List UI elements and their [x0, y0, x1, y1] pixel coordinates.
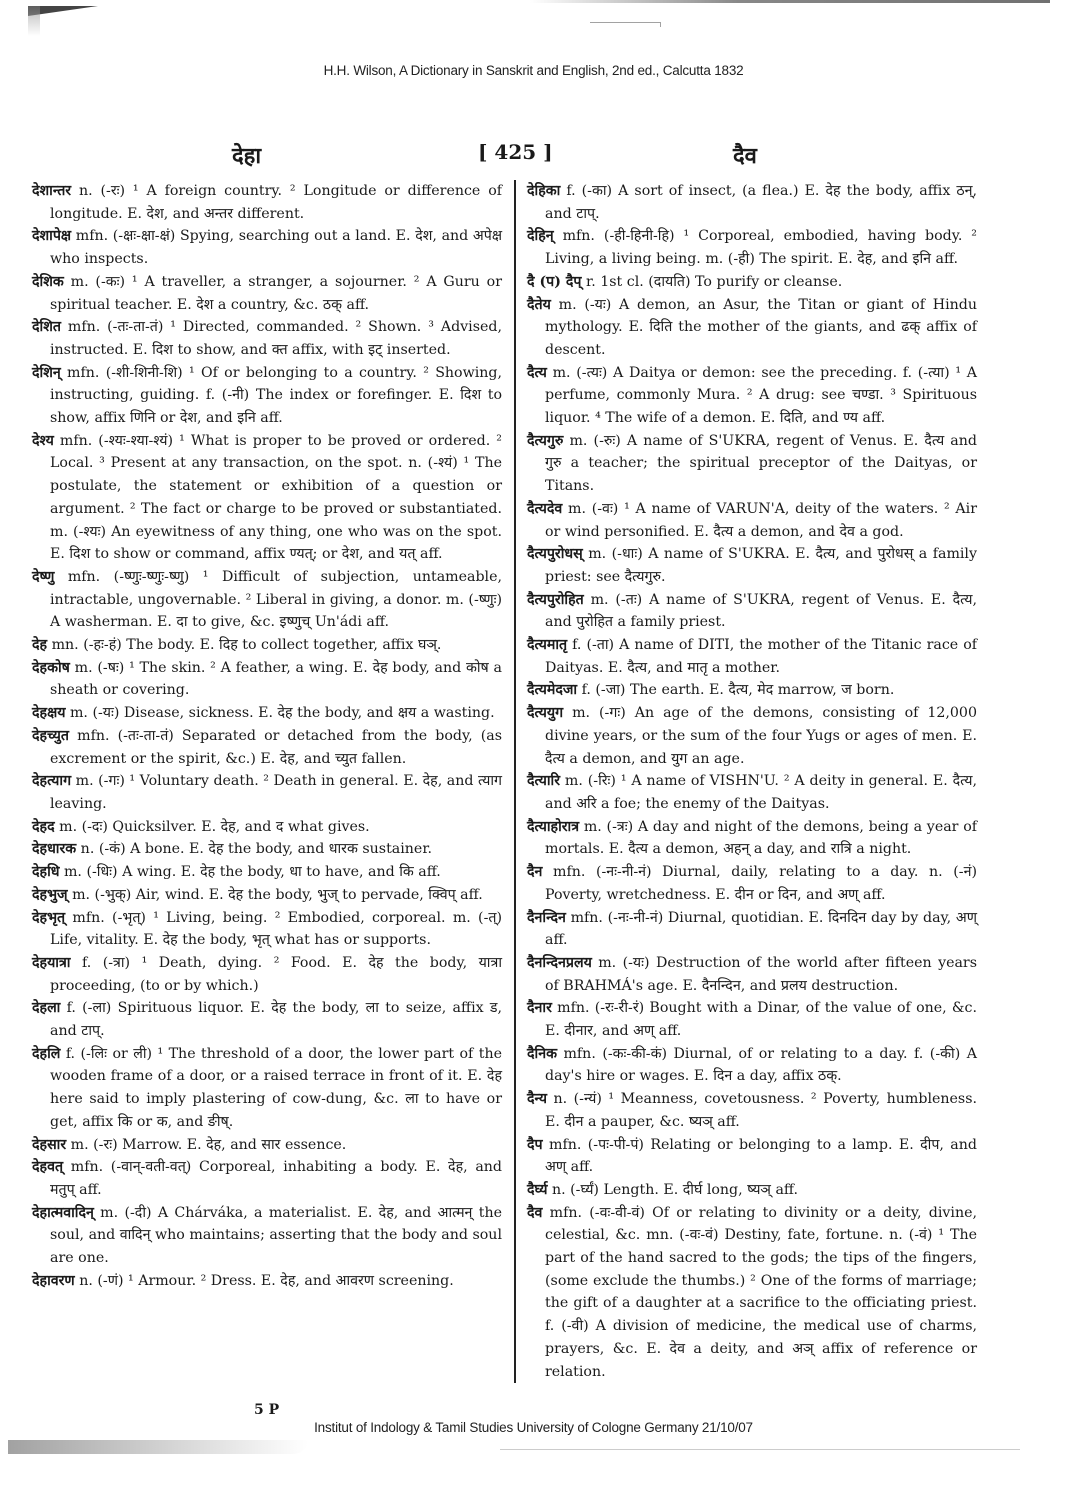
entry-headword: देहयात्रा [32, 954, 71, 971]
dictionary-entry [527, 634, 977, 679]
entry-headword: दैप [527, 1136, 543, 1153]
entry-headword: दैतेय [527, 296, 551, 313]
entry-definition: mfn. (-तः-ता-तं) Separated or detached from the body, (as excrement or the spirit, &c.) E. देह, and च्युत fallen. [50, 727, 502, 767]
right-column [527, 180, 977, 1383]
dictionary-entry [527, 362, 977, 430]
entry-headword: दैत्यमेदजा [527, 682, 578, 699]
entry-definition: mfn. (-कः-की-कं) Diurnal, of or relating to a day. f. (-की) A day's hire or wages. E. दिन a day, affix ठक्. [545, 1045, 977, 1085]
entry-headword: देहभृत् [32, 909, 66, 926]
dictionary-entry [32, 362, 502, 430]
entry-definition: m. (-वः) ¹ A name of VARUN'A, deity of the waters. ² Air or wind personified. E. दैत्य a demon, and देव a god. [545, 500, 977, 540]
entry-definition: m. (-धिः) A wing. E. देह the body, धा to have, and कि aff. [59, 864, 441, 881]
entry-definition: m. (-दी) A Chárváka, a materialist. E. देह, and आत्मन् the soul, and वादिन् who maintains; asserting that the body and soul are one. [50, 1204, 502, 1267]
dictionary-entry [527, 1202, 977, 1384]
running-head-left: देहा [232, 143, 262, 169]
entry-headword: देहात्मवादिन् [32, 1204, 94, 1221]
dictionary-entry [527, 952, 977, 997]
dictionary-entry [32, 1043, 502, 1134]
scan-footer: Institut of Indology & Tamil Studies University of Cologne Germany 21/10/07 [314, 1420, 753, 1435]
entry-headword: दैत्यपुरोधस् [527, 546, 583, 563]
dictionary-entry [527, 589, 977, 634]
scan-header: H.H. Wilson, A Dictionary in Sanskrit and English, 2nd ed., Calcutta 1832 [323, 63, 744, 78]
scan-bottom-edge [500, 1449, 1020, 1450]
dictionary-entry [32, 657, 502, 702]
entry-headword: देशिन् [32, 364, 61, 381]
dictionary-entry [32, 702, 502, 725]
dictionary-entry [527, 1179, 977, 1202]
entry-definition: mfn. (-तः-ता-तं) ¹ Directed, commanded. ² Shown. ³ Advised, instructed. E. दिश to show, and क्त affix, with इट् inserted. [50, 319, 502, 358]
entry-headword: दैनन्दिनप्रलय [527, 954, 592, 971]
entry-definition: m. (-रिः) ¹ A name of VISHN'U. ² A deity in general. E. दैत्य, and अरि a foe; the enemy of the Daityas. [545, 773, 977, 812]
page-number: [ 425 ] [478, 140, 553, 164]
entry-definition: m. (-यः) Disease, sickness. E. देह the body, and क्षय a wasting. [65, 705, 495, 722]
dictionary-entry [32, 1270, 502, 1293]
entry-headword: देहिका [527, 183, 561, 199]
entry-definition: m. (-तः) A name of S'UKRA, regent of Venus. E. दैत्य, and पुरोहित a family priest. [545, 591, 977, 631]
entry-definition: mfn. (-नः-नी-नं) Diurnal, quotidian. E. दिनदिन day by day, अण् aff. [545, 909, 977, 949]
entry-headword: देह [32, 637, 48, 654]
entry-definition: mfn. (-वः-वी-वं) Of or relating to divinity or a deity, divine, celestial, &c. mn. (-वः-वं) Destiny, fate, fortune. n. (-वं) ¹ The part of the hand sacred to the gods; the tips of the fingers, (some exclude the thumbs.) ² One of the forms of marriage; the gift of a daughter at a sacrifice to the officiating priest. f. (-वी) A division of medicine, the medical use of charms, prayers, &c. E. देव a deity, and अञ् affix of reference or relation. [542, 1204, 977, 1380]
dictionary-entry [527, 861, 977, 906]
entry-headword: देहकोष [32, 659, 70, 676]
running-head-right: दैव [733, 143, 757, 169]
dictionary-entry [32, 725, 502, 770]
entry-definition: n. (-रः) ¹ A foreign country. ² Longitude or difference of longitude. E. देश, and अन्तर different. [50, 183, 502, 222]
entry-definition: mfn. (-शी-शिनी-शि) ¹ Of or belonging to a country. ² Showing, instructing, guiding. f. (-नी) The index or forefinger. E. दिश to show, affix णिनि or देश, and इनि aff. [50, 364, 502, 427]
dictionary-entry [32, 1156, 502, 1201]
scan-corner-shadow [28, 6, 40, 36]
entry-definition: mfn. (-ही-हिनी-हि) ¹ Corporeal, embodied, having body. ² Living, a living being. m. (-ही) The spirit. E. देह, and इनि aff. [545, 228, 977, 268]
entry-headword: दैन [527, 864, 543, 881]
entry-definition: m. (-यः) Destruction of the world after fifteen years of BRAHMÁ's age. E. दैनन्दिन, and प्रलय destruction. [545, 954, 977, 994]
dictionary-entry [32, 1202, 502, 1270]
dictionary-entry [527, 997, 977, 1042]
entry-headword: देहत्याग [32, 773, 72, 790]
dictionary-entry [527, 271, 977, 294]
entry-headword: देश्य [32, 432, 54, 449]
entry-definition: m. (-रुः) A name of S'UKRA, regent of Venus. E. दैत्य and गुरु a teacher; the spiritual preceptor of the Daityas, or Titans. [545, 432, 977, 495]
entry-definition: r. 1st cl. (दायति) To purify or cleanse. [581, 273, 843, 290]
entry-definition: m. (-दः) Quicksilver. E. देह, and द what gives. [54, 818, 370, 835]
scan-mark [590, 22, 661, 27]
entry-headword: दैनिक [527, 1045, 557, 1062]
dictionary-entry [527, 907, 977, 952]
entry-headword: दैत्यगुरु [527, 432, 564, 449]
entry-headword: देहला [32, 1000, 61, 1017]
entry-definition: mfn. (-वान्-वती-वत्) Corporeal, inhabiting a body. E. देह, and मतुप् aff. [50, 1159, 502, 1198]
entry-definition: m. (-गः) An age of the demons, consisting of 12,000 divine years, or the sum of the four Yugs or ages of men. E. दैत्य a demon, and युग an age. [545, 705, 977, 767]
dictionary-entry [527, 294, 977, 362]
dictionary-entry [32, 952, 502, 997]
entry-definition: n. (-र्घ्यं) Length. E. दीर्घ long, ष्यञ् aff. [547, 1181, 798, 1198]
entry-definition: mfn. (-नः-नी-नं) Diurnal, daily, relating to a day. n. (-नं) Poverty, wretchedness. E. दीन or दिन, and अण् aff. [542, 864, 977, 903]
entry-definition: m. (-यः) A demon, an Asur, the Titan or giant of Hindu mythology. E. दिति the mother of the giants, and ढक् affix of descent. [545, 296, 977, 358]
entry-definition: m. (-त्रः) A day and night of the demons, being a year of mortals. E. दैत्य a demon, अहन् a day, and रात्रि a night. [545, 818, 977, 858]
entry-headword: देशित [32, 319, 61, 336]
dictionary-entry [32, 180, 502, 225]
entry-headword: दैर्घ्य [527, 1181, 548, 1198]
entry-headword: दै (प) दैप् [527, 273, 582, 290]
dictionary-entry [527, 770, 977, 815]
dictionary-entry [527, 498, 977, 543]
left-column [32, 180, 502, 1292]
entry-headword: दैत्ययुग [527, 705, 564, 722]
dictionary-entry [32, 271, 502, 316]
entry-definition: m. (-धाः) A name of S'UKRA. E. दैत्य, and पुरोधस् a family priest: see दैत्यगुरु. [545, 546, 977, 585]
dictionary-entry [527, 1043, 977, 1088]
entry-headword: दैत्यारि [527, 773, 561, 790]
entry-definition: mfn. (-पः-पी-पं) Relating or belonging to a lamp. E. दीप, and अण् aff. [542, 1136, 977, 1176]
entry-headword: दैत्यपुरोहित [527, 591, 584, 608]
dictionary-entry [32, 225, 502, 270]
entry-definition: m. (-रः) Marrow. E. देह, and सार essence. [66, 1136, 347, 1153]
dictionary-entry [32, 430, 502, 566]
dictionary-entry [32, 907, 502, 952]
entry-definition: n. (-कं) A bone. E. देह the body, and धारक sustainer. [76, 841, 433, 858]
entry-definition: mfn. (-क्षः-क्षा-क्षं) Spying, searching out a land. E. देश, and अपेक्ष who inspects. [50, 228, 502, 268]
entry-headword: देहवत् [32, 1159, 64, 1176]
entry-definition: f. (-लिः or ली) ¹ The threshold of a door, the lower part of the wooden frame of a door, or a raised terrace in front of it. E. देह here said to imply plastering of cow-dung, &c. ला to have or get, affix कि or क, and ङीष्. [50, 1045, 502, 1130]
dictionary-entry [32, 861, 502, 884]
entry-headword: देहक्षय [32, 705, 66, 722]
dictionary-entry [32, 634, 502, 657]
entry-definition: mfn. (-भृत्) ¹ Living, being. ² Embodied, corporeal. m. (-त्) Life, vitality. E. देह the body, भृत् what has or supports. [50, 909, 502, 949]
entry-headword: दैन्य [527, 1091, 547, 1108]
entry-headword: दैत्याहोरात्र [527, 818, 580, 835]
dictionary-entry [32, 316, 502, 361]
entry-definition: m. (-षः) ¹ The skin. ² A feather, a wing. E. देह body, and कोष a sheath or covering. [50, 659, 502, 699]
entry-definition: m. (-गः) ¹ Voluntary death. ² Death in general. E. देह, and त्याग leaving. [50, 773, 502, 812]
entry-definition: f. (-ला) Spirituous liquor. E. देह the body, ला to seize, affix ड, and टाप्. [50, 1000, 502, 1040]
entry-headword: देशापेक्ष [32, 228, 72, 245]
entry-definition: n. (-न्यं) ¹ Meanness, covetousness. ² Poverty, humbleness. E. दीन a pauper, &c. ष्यञ् aff. [545, 1091, 977, 1130]
entry-headword: देहसार [32, 1136, 67, 1153]
entry-headword: देष्णु [32, 568, 55, 585]
scan-top-edge [530, 0, 1050, 3]
dictionary-entry [32, 1134, 502, 1157]
entry-headword: देशिक [32, 273, 64, 290]
entry-definition: f. (-का) A sort of insect, (a flea.) E. देह the body, affix ठन्, and टाप्. [545, 183, 977, 222]
dictionary-entry [32, 884, 502, 907]
column-divider [514, 180, 516, 1383]
entry-headword: देहच्युत [32, 727, 70, 744]
entry-definition: m. (-त्यः) A Daitya or demon: see the preceding. f. (-त्या) ¹ A perfume, commonly Mura. ² A drug: see चण्डा. ³ Spirituous liquor. ⁴ The wife of a demon. E. दिति, and ण्य aff. [545, 364, 977, 427]
entry-definition: mfn. (-ष्णुः-ष्णुः-ष्णु) ¹ Difficult of subjection, untameable, intractable, ungovernable. ² Liberal in giving, a donor. m. (-ष्णुः) A washerman. E. दा to give, &c. इष्णुच् Un'ádi aff. [50, 568, 502, 631]
entry-definition: n. (-णं) ¹ Armour. ² Dress. E. देह, and आवरण screening. [74, 1272, 454, 1289]
dictionary-entry [32, 816, 502, 839]
dictionary-entry [527, 679, 977, 702]
entry-headword: देशान्तर [32, 183, 72, 199]
signature-mark: 5 P [254, 1402, 280, 1418]
entry-definition: f. (-त्रा) ¹ Death, dying. ² Food. E. देह the body, यात्रा proceeding, (to or by which.) [50, 954, 502, 994]
running-head [0, 140, 1067, 170]
dictionary-entry [527, 180, 977, 225]
dictionary-entry [32, 838, 502, 861]
dictionary-entry [527, 1088, 977, 1133]
entry-headword: देहलि [32, 1045, 61, 1062]
entry-headword: दैत्य [527, 364, 547, 381]
dictionary-entry [527, 1134, 977, 1179]
entry-headword: देहद [32, 818, 55, 835]
entry-definition: m. (-कः) ¹ A traveller, a stranger, a sojourner. ² A Guru or spiritual teacher. E. देश a country, &c. ठक् aff. [50, 273, 502, 313]
dictionary-entry [527, 430, 977, 498]
scan-bottom-smudge [8, 1440, 308, 1454]
entry-definition: f. (-ता) A name of DITI, the mother of the Titanic race of Daityas. E. दैत्य, and मातृ a mother. [545, 637, 977, 676]
dictionary-entry [527, 543, 977, 588]
dictionary-entry [527, 225, 977, 270]
dictionary-entry [527, 816, 977, 861]
entry-headword: दैनार [527, 1000, 552, 1017]
entry-headword: दैत्यदेव [527, 500, 563, 517]
entry-headword: देहभुज् [32, 886, 68, 903]
entry-definition: mfn. (-श्यः-श्या-श्यं) ¹ What is proper to be proved or ordered. ² Local. ³ Present at any transaction, on the spot. n. (-श्यं) ¹ The postulate, the statement or exhibition of a question or argument. ² The fact or charge to be proved or substantiated. m. (-श्यः) An eyewitness of any thing, one who was on the spot. E. दिश to show or command, affix ण्यत्; or देश, and यत् aff. [50, 432, 502, 563]
dictionary-entry [32, 997, 502, 1042]
entry-headword: दैव [527, 1204, 543, 1221]
entry-definition: f. (-जा) The earth. E. दैत्य, मेद marrow, ज born. [577, 682, 895, 699]
entry-definition: mn. (-हः-हं) The body. E. दिह to collect together, affix घञ्. [47, 637, 442, 654]
entry-definition: m. (-भुक्) Air, wind. E. देह the body, भुज् to pervade, क्विप् aff. [67, 886, 483, 903]
entry-headword: देहिन् [527, 228, 554, 245]
dictionary-entry [32, 770, 502, 815]
entry-headword: देहधारक [32, 841, 77, 858]
dictionary-entry [32, 566, 502, 634]
entry-headword: दैत्यमातृ [527, 637, 568, 654]
entry-headword: देहधि [32, 864, 60, 881]
entry-definition: mfn. (-रः-री-रं) Bought with a Dinar, of the value of one, &c. E. दीनार, and अण् aff. [545, 1000, 977, 1040]
entry-headword: दैनन्दिन [527, 909, 566, 926]
dictionary-entry [527, 702, 977, 770]
entry-headword: देहावरण [32, 1272, 75, 1289]
